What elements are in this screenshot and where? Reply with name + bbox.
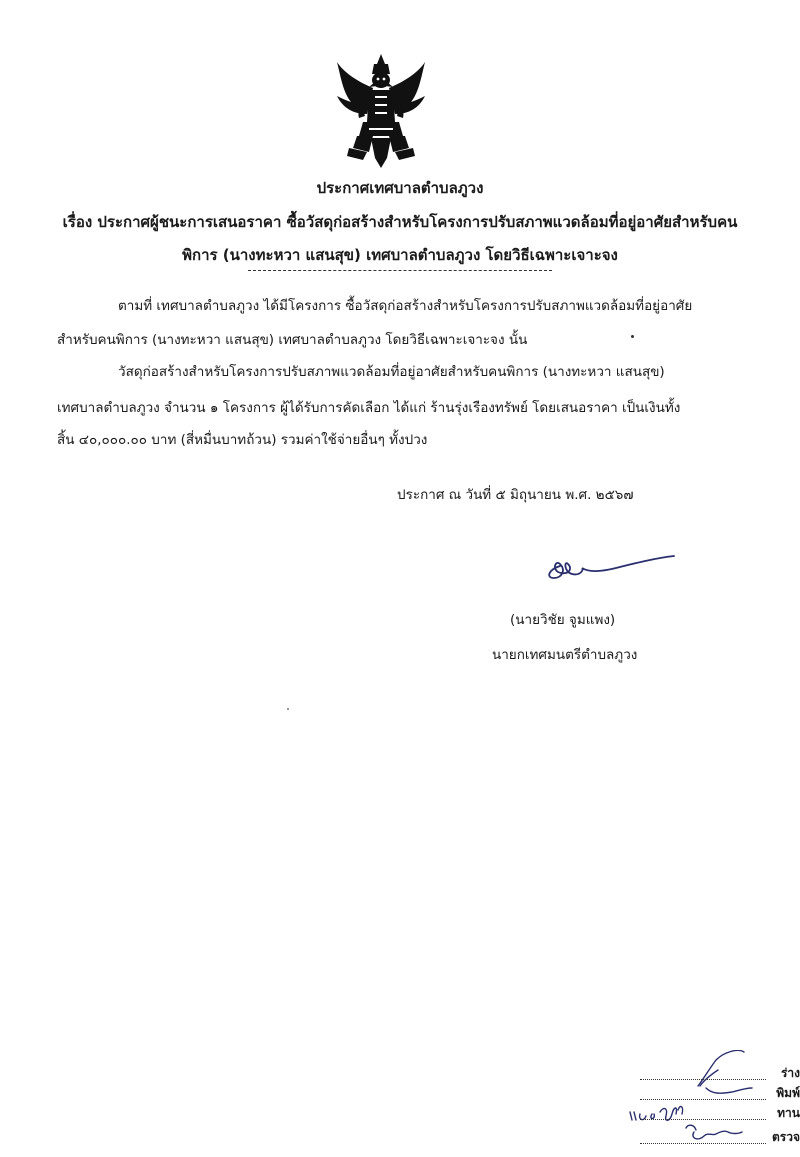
stray-mark bbox=[287, 708, 289, 710]
garuda-emblem-icon bbox=[333, 52, 429, 170]
document-subject-line2: พิการ (นางทะหวา แสนสุข) เทศบาลตำบลภูวง โดยวิธีเฉพาะเจาะจง bbox=[182, 246, 618, 264]
initial-label-review: ทาน bbox=[777, 1106, 800, 1120]
initial-row-check bbox=[640, 1131, 800, 1147]
signatory-position: นายกเทศมนตรีตำบลภูวง bbox=[492, 647, 638, 663]
paragraph2-line1: วัสดุก่อสร้างสำหรับโครงการปรับสภาพแวดล้อมที่อยู่อาศัยสำหรับคนพิการ (นางทะหวา แสนสุข) bbox=[118, 364, 665, 380]
document-agency-title: ประกาศเทศบาลตำบลภูวง bbox=[316, 179, 484, 197]
header-divider bbox=[248, 270, 552, 271]
initial-label-typed: พิมพ์ bbox=[776, 1086, 800, 1100]
paragraph2-line3: สิ้น ๔๐,๐๐๐.๐๐ บาท (สี่หมื่นบาทถ้วน) รวมค่าใช้จ่ายอื่นๆ ทั้งปวง bbox=[57, 432, 428, 448]
signatory-name: (นายวิชัย จูมแพง) bbox=[510, 612, 616, 628]
initial-row-typed bbox=[640, 1087, 800, 1103]
initial-row-draft bbox=[640, 1067, 800, 1083]
initial-label-draft: ร่าง bbox=[780, 1066, 800, 1080]
stray-mark bbox=[631, 335, 634, 338]
paragraph1-line1: ตามที่ เทศบาลตำบลภูวง ได้มีโครงการ ซื้อวัสดุก่อสร้างสำหรับโครงการปรับสภาพแวดล้อมที่อยู่อาศัย bbox=[118, 298, 693, 314]
signature-icon bbox=[540, 548, 680, 588]
paragraph1-line2: สำหรับคนพิการ (นางทะหวา แสนสุข) เทศบาลตำบลภูวง โดยวิธีเฉพาะเจาะจง นั้น bbox=[57, 332, 528, 348]
initial-label-check: ตรวจ bbox=[771, 1130, 800, 1144]
document-subject-line1: เรื่อง ประกาศผู้ชนะการเสนอราคา ซื้อวัสดุก่อสร้างสำหรับโครงการปรับสภาพแวดล้อมที่อยู่อาศัยสำหรับคน bbox=[62, 213, 738, 231]
initial-row-review bbox=[640, 1107, 800, 1123]
announcement-date: ประกาศ ณ วันที่ ๕ มิถุนายน พ.ศ. ๒๕๖๗ bbox=[397, 487, 634, 503]
paragraph2-line2: เทศบาลตำบลภูวง จำนวน ๑ โครงการ ผู้ได้รับการคัดเลือก ได้แก่ ร้านรุ่งเรืองทรัพย์ โดยเสนอราคา เป็นเงินทั้ง bbox=[57, 400, 681, 416]
